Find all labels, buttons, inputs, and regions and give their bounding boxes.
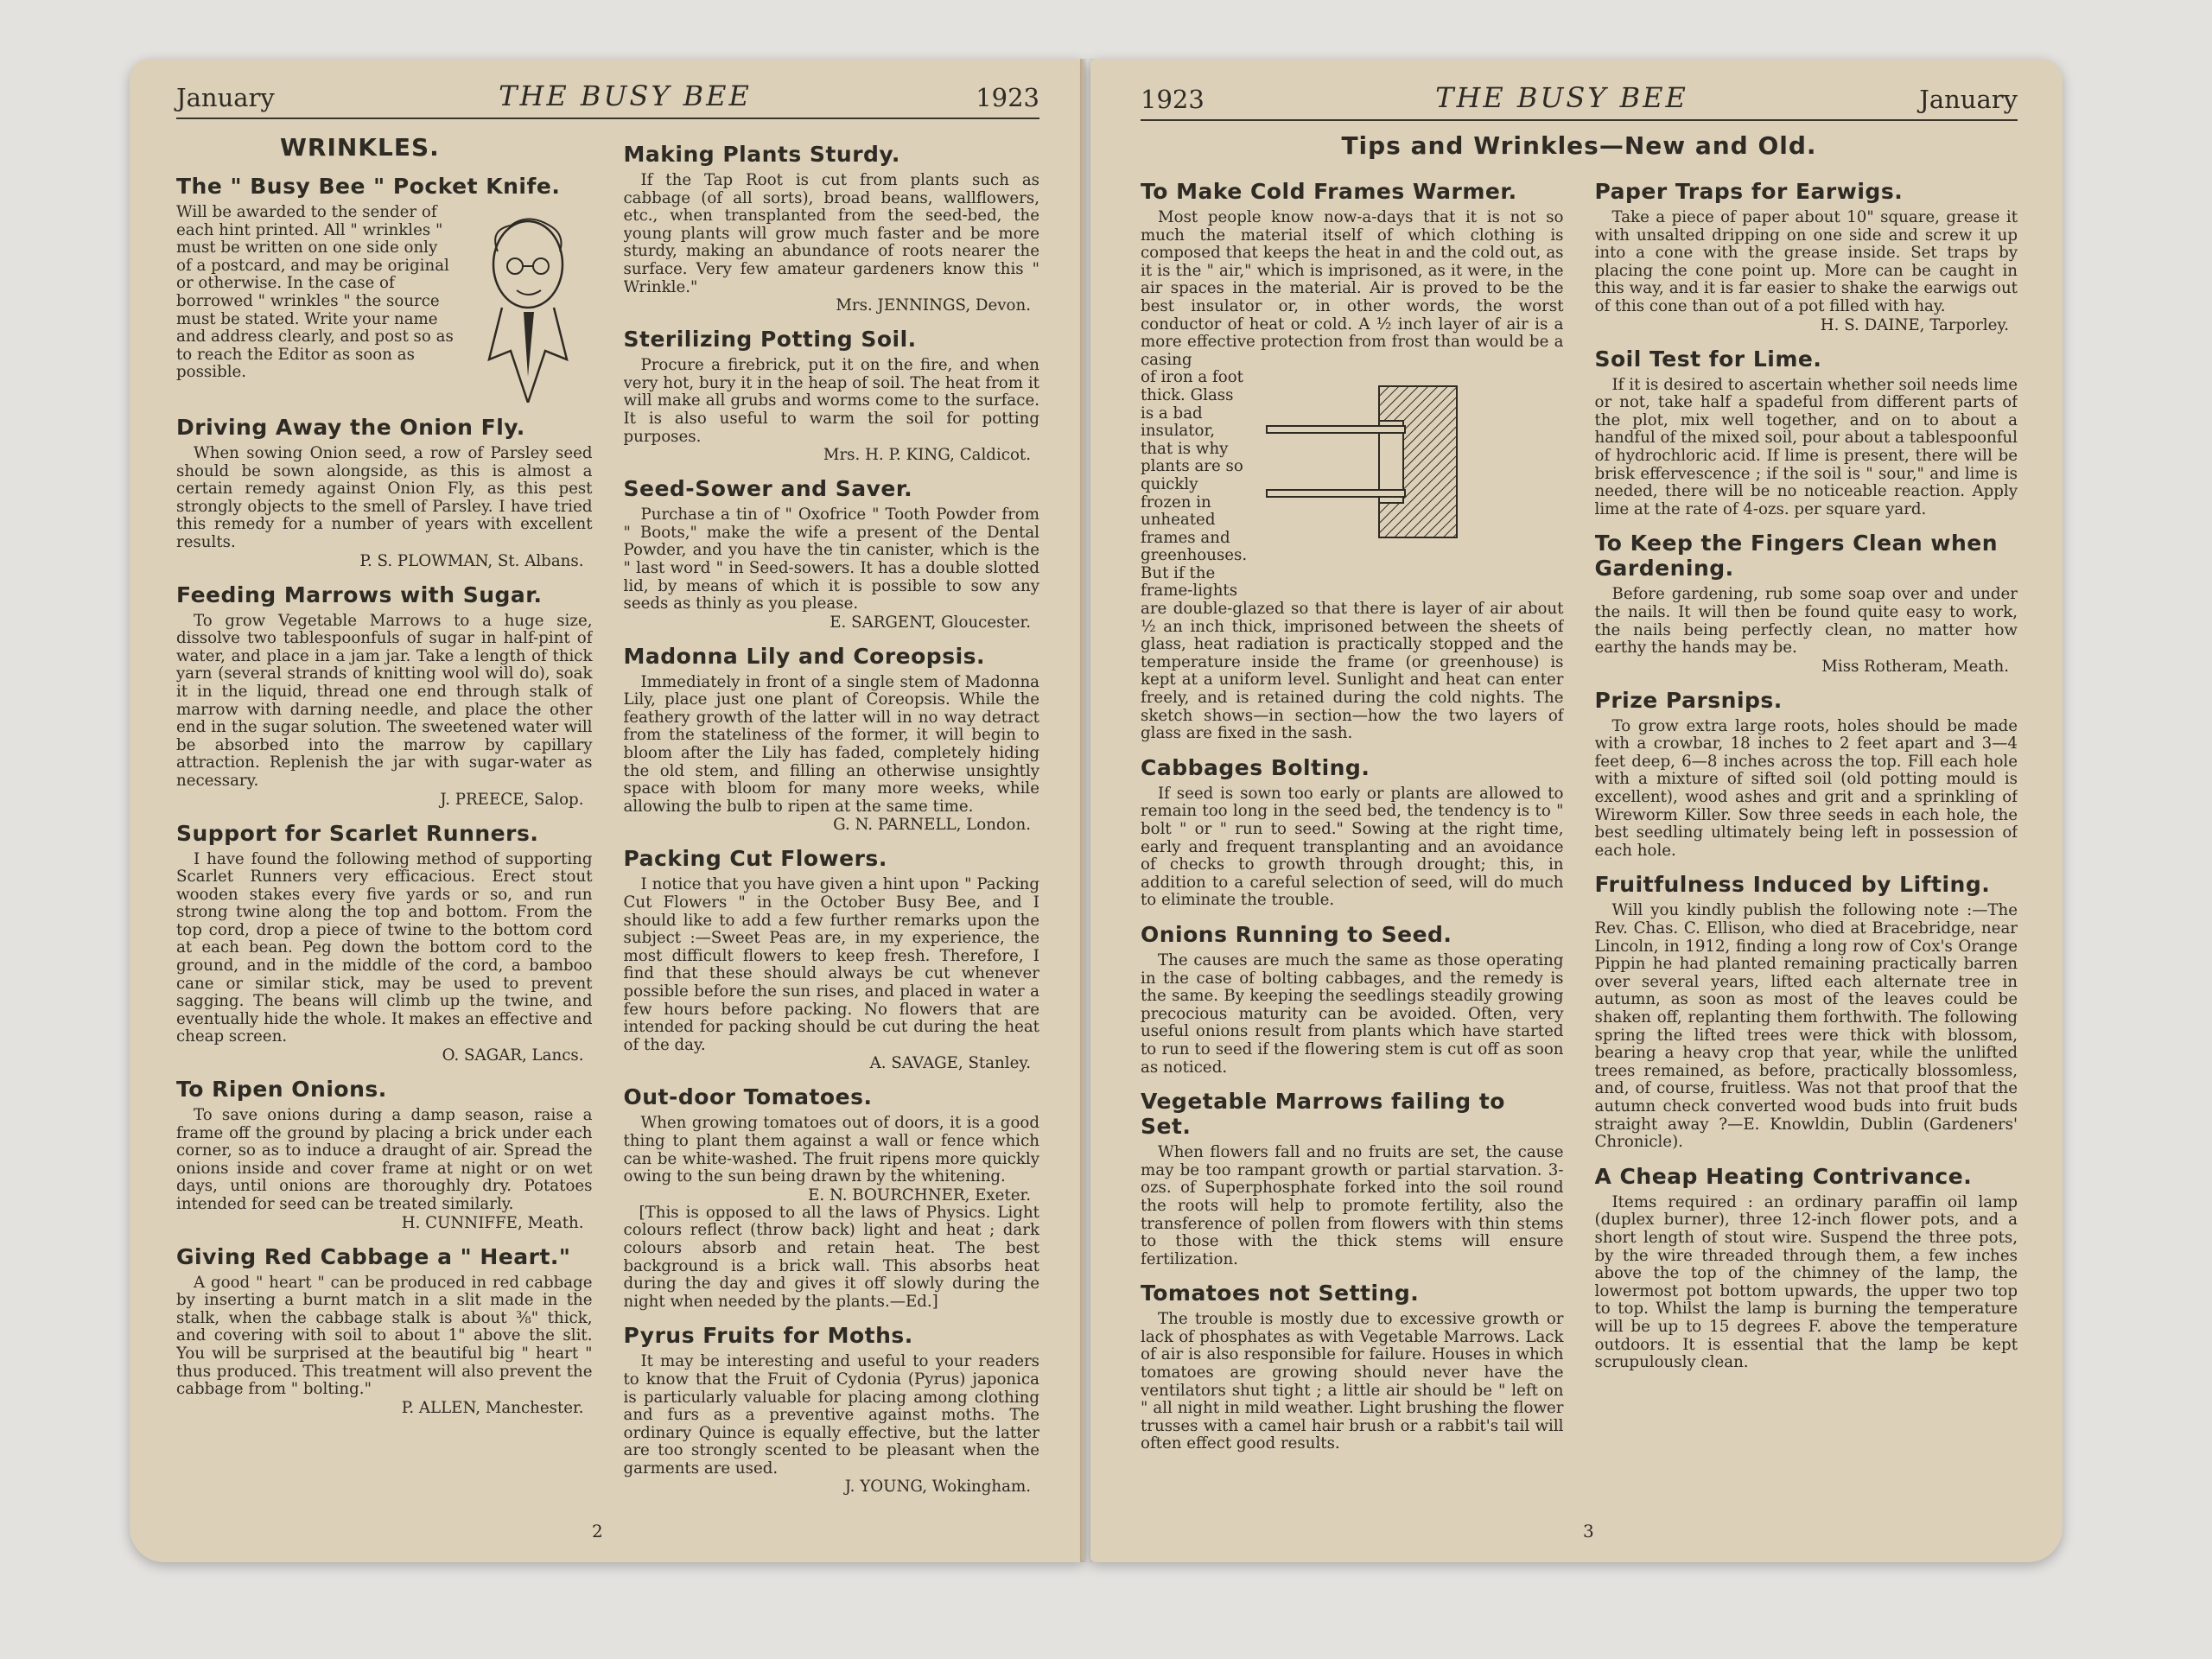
editor-note: [This is opposed to all the laws of Physics. Light colours reflect (throw back) light and heat ; dark colours absorb and retain heat. The best background is a brick wall. This absorbs heat during the day and gives it off slowly during the night when needed by the plants.—Ed.] xyxy=(623,1203,1039,1311)
article-heading: Fruitfulness Induced by Lifting. xyxy=(1594,872,1991,898)
article-text: Items required : an ordinary paraffin oil lamp (duplex burner), three 12-inch flower pots, and a short length of stout wire. Suspend the three pots, by the wire threaded through them, a few inches above the top of the chimney of the lamp, the lowermost pot bottom upwards, the upper two top to top. Whilst the lamp is burning the temperature will be up to 15 degrees F. above the temperature outdoors. It is essential that the lamp be kept scrupulously clean. xyxy=(1594,1192,2018,1372)
article-signature: H. CUNNIFFE, Meath. xyxy=(401,1213,584,1232)
article-heating xyxy=(1595,1164,2018,1372)
article-heading: Driving Away the Onion Fly. xyxy=(176,415,525,440)
left-header xyxy=(176,74,1039,119)
article-heading: Sterilizing Potting Soil. xyxy=(623,327,917,353)
article-text: Will you kindly publish the following note :—The Rev. Chas. C. Ellison, who died at Bracebridge, near Lincoln, in 1912, finding a long row of Cox's Orange Pippin he had planted remaining practically barren over several years, lifted each alternate tree in autumn, as soon as most of the leaves could be shaken off, replanting them forthwith. The following spring the lifted trees were thick with blossom, bearing a heavy crop that year, while the unlifted trees remained, as before, practically blossomless, and, of course, fruitless. Was not that proof that the autumn check converted wood buds into fruit buds straight away ?—E. Knowldin, Dublin (Gardeners' Chronicle). xyxy=(1594,901,2018,1152)
article-earwigs xyxy=(1595,179,2018,334)
article-heading: Prize Parsnips. xyxy=(1594,687,1783,713)
article-heading: Seed-Sower and Saver. xyxy=(623,476,913,502)
article-heading: Giving Red Cabbage a " Heart." xyxy=(176,1243,571,1269)
article-signature: E. N. BOURCHNER, Exeter. xyxy=(808,1185,1031,1205)
article-heading: Feeding Marrows with Sugar. xyxy=(176,582,543,607)
article-heading: To Make Cold Frames Warmer. xyxy=(1141,179,1517,204)
page-number: 3 xyxy=(1583,1521,1594,1541)
article-text: If seed is sown too early or plants are allowed to remain too long in the seed bed, the tendency is to " bolt " or " run to seed." Sowing at the right time, early and frequent transplanting and an avoidance of checks to growth through drought; this, in addition to a careful selection of seed, will do much to eliminate the trouble. xyxy=(1141,784,1564,910)
article-parsnips xyxy=(1595,688,2018,861)
article-text-bottom: are double-glazed so that there is layer of air about ½ an inch thick, imprisoned between the sheets of glass, heat radiation is practically stopped and the temperature inside the frame (or greenhouse) is kept at a uniform level. Sunlight and heat can enter freely, and is retained during the cold nights. The sketch shows—in section—how the two layers of glass are fixed in the sash. xyxy=(1141,600,1564,743)
article-potting-soil xyxy=(624,327,1040,464)
article-ripen-onions xyxy=(176,1077,593,1232)
article-heading: A Cheap Heating Contrivance. xyxy=(1594,1163,1973,1189)
article-plants-sturdy xyxy=(624,142,1040,315)
article-heading: Tomatoes not Setting. xyxy=(1141,1281,1420,1306)
article-text: Most people know now-a-days that it is not so much the material itself of which clothing is composed that keeps the heat in and the cold out, as it is the " air," which is imprisoned, as it were, in the air spaces in the material. Air is proved to be the best insulator or, in other words, the worst conductor of heat or cold. A ½ inch layer of air is a more effective protection from frost than would be a casing xyxy=(1141,208,1564,369)
portrait-illustration xyxy=(463,204,593,403)
article-fingers-clean xyxy=(1595,531,2018,675)
article-cut-flowers xyxy=(624,846,1040,1072)
article-text: To grow extra large roots, holes should be made with a crowbar, 18 inches to 2 feet apart and 3—4 feet deep, 6—8 inches across the top. Fill each hole with a mixture of sifted soil (old potting mould is excellent), wood ashes and grit and a sprinkling of Wireworm Killer. Sow three seeds in each hole, the best seedling ultimately being left in possession of each hole. xyxy=(1594,716,2018,860)
article-heading: Out-door Tomatoes. xyxy=(623,1084,873,1110)
left-header-title: THE BUSY BEE xyxy=(499,79,752,112)
article-text-side: of iron a foot thick. Glass is a bad insulator, that is why plants are so quickly frozen in unheated frames and greenhouses. But if the frame-lights xyxy=(1141,368,1248,601)
article-onions-seed xyxy=(1141,922,1564,1077)
article-heading: Soil Test for Lime. xyxy=(1594,346,1822,372)
article-text: When sowing Onion seed, a row of Parsley seed should be sown alongside, as this is almost a certain remedy against Onion Fly, as this pest strongly objects to the smell of Parsley. I have tried this remedy for a number of years with excellent results. xyxy=(176,444,593,551)
right-column-1 xyxy=(1141,167,1564,1497)
article-text: The trouble is mostly due to excessive growth or lack of phosphates as with Vegetable Marrows. Lack of air is also responsible for failure. Houses in which tomatoes are growing should never have the ventilators shut tight ; a little air should be " left on " all night in mild weather. Light brushing the flower trusses with a camel hair brush or a rabbit's tail will often effect good results. xyxy=(1141,1310,1564,1453)
article-tomatoes-setting xyxy=(1141,1281,1564,1453)
article-heading: Onions Running to Seed. xyxy=(1141,921,1452,947)
article-madonna-lily xyxy=(624,644,1040,835)
right-header-title: THE BUSY BEE xyxy=(1435,81,1688,114)
article-text: A good " heart " can be produced in red cabbage by inserting a burnt match in a slit made in the stalk, when the cabbage stalk is about ⅜" thick, and covering with soil to about 1" above the slit. You will be surprised at the beautiful big " heart " thus produced. This treatment will also prevent the cabbage from " bolting." xyxy=(176,1273,593,1399)
frame-sketch-illustration xyxy=(1249,369,1509,550)
left-header-year: 1923 xyxy=(976,83,1039,112)
article-text: To save onions during a damp season, raise a frame off the ground by placing a brick under each corner, so as to induce a draught of air. Spread the onions inside and cover frame at night or on wet days, until onions are thoroughly dry. Potatoes intended for seed can be treated similarly. xyxy=(176,1106,593,1213)
article-scarlet-runners xyxy=(176,821,593,1065)
article-soil-lime xyxy=(1595,346,2018,519)
article-signature: O. SAGAR, Lancs. xyxy=(442,1046,584,1065)
left-column-1 xyxy=(176,130,593,1503)
left-page xyxy=(130,59,1084,1562)
article-text: Procure a firebrick, put it on the fire, and when very hot, bury it in the heap of soil. The heat from it will make all grubs and worms come to the surface. It is also useful to warm the soil for potting purposes. xyxy=(623,356,1039,446)
left-header-month: January xyxy=(176,83,275,112)
article-text: To grow Vegetable Marrows to a huge size, dissolve two tablespoonfuls of sugar in half-pint of water, and place in a jam jar. Take a length of thick yarn (several strands of knitting wool will do), soak it in the liquid, thread one end through stalk of marrow with darning needle, and place the other end in the sugar solution. The sweetened water will be absorbed into the marrow by capillary attraction. Replenish the jar with sugar-water as necessary. xyxy=(176,611,593,790)
article-text: Purchase a tin of " Oxofrice " Tooth Powder from " Boots," make the wife a present of the Dental Powder, and you have the tin canister, which is the " last word " in Seed-sowers. It has a double slotted lid, by means of which it is possible to sow any seeds as thinly as you please. xyxy=(623,505,1039,613)
article-signature: Miss Rotheram, Meath. xyxy=(1821,657,2009,676)
article-text: Will be awarded to the sender of each hint printed. All " wrinkles " must be written on one side only of a postcard, and may be original or otherwise. In the case of borrowed " wrinkles " the source must be stated. Write your name and address clearly, and post so as to reach the Editor as soon as possible. xyxy=(176,203,454,382)
article-heading: Support for Scarlet Runners. xyxy=(176,820,539,846)
article-signature: P. ALLEN, Manchester. xyxy=(401,1398,584,1417)
right-header-year: 1923 xyxy=(1141,85,1205,114)
article-signature: J. PREECE, Salop. xyxy=(440,790,584,809)
right-page xyxy=(1090,59,2063,1562)
article-text: I notice that you have given a hint upon " Packing Cut Flowers " in the October Busy Bee, and I should like to add a few further remarks upon the subject :—Sweet Peas are, in my experience, the most difficult flowers to keep fresh. Therefore, I find that these should always be cut whenever possible before the sun rises, and placed in water a few hours before packing. No flowers that are intended for packing should be cut during the heat of the day. xyxy=(623,875,1039,1054)
article-pocket-knife xyxy=(176,174,593,403)
article-marrows-set xyxy=(1141,1089,1564,1268)
article-heading: Vegetable Marrows failing to Set. xyxy=(1141,1089,1505,1140)
article-heading: Making Plants Sturdy. xyxy=(623,142,900,167)
article-heading: To Keep the Fingers Clean when Gardening. xyxy=(1594,531,1999,582)
article-heading: Pyrus Fruits for Moths. xyxy=(623,1323,913,1349)
article-seed-sower xyxy=(624,476,1040,632)
article-text: The causes are much the same as those operating in the case of bolting cabbages, and the remedy is the same. By keeping the seedlings steadily growing precocious maturity can be avoided. Often, very useful onions result from plants which have started to run to seed if the flowering stem is cut off as soon as noticed. xyxy=(1141,950,1564,1077)
page-number: 2 xyxy=(592,1521,603,1541)
article-text: If the Tap Root is cut from plants such as cabbage (of all sorts), broad beans, wallflowers, etc., when transplanted from the seed-bed, the young plants will grow much faster and be more sturdy, making an abundance of roots nearer the surface. Very few amateur gardeners know this " Wrinkle." xyxy=(623,171,1039,296)
article-signature: H. S. DAINE, Tarporley. xyxy=(1820,315,2009,334)
article-marrows-sugar xyxy=(176,582,593,809)
article-text: If it is desired to ascertain whether soil needs lime or not, take half a spadeful from different parts of the plot, mix well together, and on to about a handful of the mixed soil, pour about a tablespoonful of hydrochloric acid. If lime is present, there will be brisk effervescence ; if the soil is " sour," and lime is needed, there will be no noticeable reaction. Apply lime at the rate of 4-ozs. per square yard. xyxy=(1594,375,2018,518)
article-signature: E. SARGENT, Gloucester. xyxy=(830,613,1031,632)
article-pyrus-fruits xyxy=(624,1323,1040,1496)
wrinkles-heading: WRINKLES. xyxy=(280,133,440,162)
article-signature: Mrs. JENNINGS, Devon. xyxy=(836,296,1031,315)
article-heading: To Ripen Onions. xyxy=(176,1077,387,1103)
right-header-month: January xyxy=(1919,85,2018,114)
article-onion-fly xyxy=(176,415,593,570)
article-signature: A. SAVAGE, Stanley. xyxy=(869,1054,1031,1073)
article-text: Immediately in front of a single stem of Madonna Lily, place just one plant of Coreopsis. While the feathery growth of the latter will in no way detract from the stateliness of the former, it will begin to bloom after the Lily has faded, completely hiding the old stem, and filling an otherwise unsightly space with bloom for many more weeks, while allowing the bulb to ripen at the same time. xyxy=(623,672,1039,816)
article-signature: G. N. PARNELL, London. xyxy=(833,816,1031,835)
article-outdoor-tomatoes xyxy=(624,1084,1040,1311)
article-heading: Cabbages Bolting. xyxy=(1141,754,1370,780)
article-heading: The " Busy Bee " Pocket Knife. xyxy=(176,174,561,199)
right-column-2 xyxy=(1595,167,2018,1497)
article-signature: J. YOUNG, Wokingham. xyxy=(844,1478,1031,1497)
article-text: Before gardening, rub some soap over and under the nails. It will then be found quite easy to work, the nails being perfectly clean, no matter how earthy the hands may be. xyxy=(1594,585,2018,658)
right-header xyxy=(1141,76,2018,121)
article-signature: Mrs. H. P. KING, Caldicot. xyxy=(823,446,1031,465)
article-heading: Paper Traps for Earwigs. xyxy=(1594,179,1904,204)
article-text: I have found the following method of supporting Scarlet Runners very efficacious. Erect stout wooden stakes every five yards or so, and run strong twine along the top and bottom. From the top cord, drop a piece of twine to the bottom cord at each bean. Peg down the bottom cord to the ground, and in the middle of the cord, a bamboo cane or similar stick, may be used to prevent sagging. The beans will climb up the twine, and eventually hide the whole. It makes an effective and cheap screen. xyxy=(176,849,593,1046)
tips-heading: Tips and Wrinkles—New and Old. xyxy=(1341,131,1817,160)
article-text: It may be interesting and useful to your readers to know that the Fruit of Cydonia (Pyrus) japonica is particularly valuable for placing among clothing and furs as a preventive against moths. The ordinary Quince is equally effective, but the latter are too strongly scented to be pleasant when the garments are used. xyxy=(623,1352,1039,1478)
article-text: When flowers fall and no fruits are set, the cause may be too rampant growth or partial starvation. 3-ozs. of Superphosphate forked into the soil round the roots will help to promote fertility, also the transference of pollen from flowers with thin stems to those with the thick stems will ensure fertilization. xyxy=(1141,1143,1564,1268)
article-red-cabbage xyxy=(176,1244,593,1417)
article-signature: P. S. PLOWMAN, St. Albans. xyxy=(359,551,584,570)
article-text: Take a piece of paper about 10" square, grease it with unsalted dripping on one side and screw it up into a cone with the grease inside. Set traps by placing the cone point up. More can be caught in this way, and it is far easier to shake the earwigs out of this cone than out of a pot filled with hay. xyxy=(1594,208,2018,315)
article-text: When growing tomatoes out of doors, it is a good thing to plant them against a wall or fence which can be white-washed. The fruit ripens more quickly owing to the sun being drawn by the whitening. xyxy=(623,1114,1039,1186)
article-cold-frames xyxy=(1141,179,1564,743)
left-column-2 xyxy=(624,130,1040,1503)
article-cabbages-bolting xyxy=(1141,755,1564,910)
article-heading: Madonna Lily and Coreopsis. xyxy=(623,643,986,669)
article-fruitfulness xyxy=(1595,872,2018,1151)
article-heading: Packing Cut Flowers. xyxy=(623,846,887,872)
